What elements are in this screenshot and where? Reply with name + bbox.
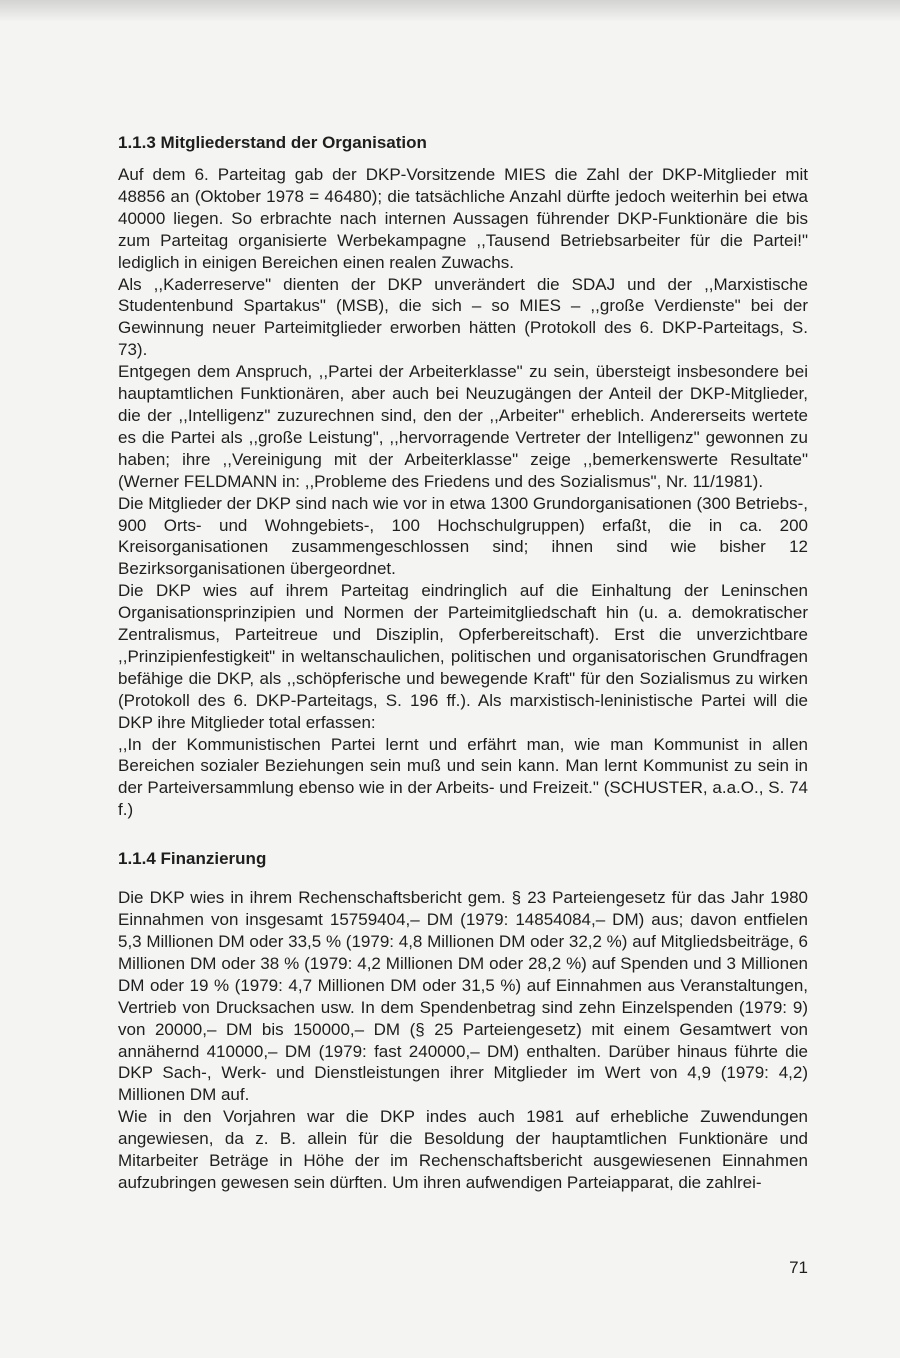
paragraph: Entgegen dem Anspruch, ,,Partei der Arbeiterklasse" zu sein, übersteigt insbesondere bei hauptamtlichen Funktionären, aber auch bei Neuzugängen der Anteil der DKP-Mitglieder, die der ,,Intelligenz" zuzurechnen sind, den der ,,Arbeiter" erheblich. Andererseits wertete es die Partei als ,,große Leistung", ,,hervorragende Vertreter der Intelligenz" gewonnen zu haben; ihre ,,Vereinigung mit der Arbeiterklasse" zeige ,,bemerkenswerte Resultate" (Werner FELDMANN in: ,,Probleme des Friedens und des Sozialismus", Nr. 11/1981). (118, 362, 808, 491)
page-number: 71 (789, 1258, 808, 1277)
section-heading (118, 132, 808, 154)
paragraph: Die DKP wies auf ihrem Parteitag eindringlich auf die Einhaltung der Leninschen Organisationsprinzipien und Normen der Parteimitgliedschaft hin (u. a. demokratischer Zentralismus, Parteitreue und Disziplin, Opferbereitschaft). Erst die unverzichtbare ,,Prinzipienfestigkeit" in weltanschaulichen, politischen und organisatorischen Grundfragen befähige die DKP, als ,,schöpferische und bewegende Kraft" für den Sozialismus zu wirken (Protokoll des 6. DKP-Parteitags, S. 196 ff.). Als marxistisch-leninistische Partei will die DKP ihre Mitglieder total erfassen: (118, 581, 808, 732)
paragraph: Als ,,Kaderreserve" dienten der DKP unverändert die SDAJ und der ,,Marxistische Studentenbund Spartakus" (MSB), die sich – so MIES – ,,große Verdienste" bei der Gewinnung neuer Parteimitglieder erworben hätten (Protokoll des 6. DKP-Parteitags, S. 73). (118, 274, 808, 360)
paragraph: Wie in den Vorjahren war die DKP indes auch 1981 auf erhebliche Zuwendungen angewiesen, da z. B. allein für die Besoldung der hauptamtlichen Funktionäre und Mitarbeiter Beträge in Höhe der im Rechenschaftsbericht ausgewiesenen Einnahmen aufzubringen gewesen sein dürften. Um ihren aufwendigen Parteiapparat, die zahlrei- (118, 1107, 808, 1192)
section-heading (118, 848, 808, 870)
quote-paragraph: ,,In der Kommunistischen Partei lernt und erfährt man, wie man Kommunist in allen Bereichen sozialer Beziehungen sein muß und sein kann. Man lernt Kommunist zu sein in der Parteiversammlung ebenso wie in der Arbeits- und Freizeit." (SCHUSTER, a.a.O., S. 74 f.) (118, 734, 808, 820)
section-title: Mitgliederstand der Organisation (160, 133, 427, 152)
paragraph: Die DKP wies in ihrem Rechenschaftsbericht gem. § 23 Parteiengesetz für das Jahr 1980 Einnahmen von insgesamt 15759404,– DM (1979: 14854084,– DM) aus; davon entfielen 5,3 Millionen DM oder 33,5 % (1979: 4,8 Millionen DM oder 32,2 %) auf Mitgliedsbeiträge, 6 Millionen DM oder 38 % (1979: 4,2 Millionen DM oder 28,2 %) auf Spenden und 3 Millionen DM oder 19 % (1979: 4,7 Millionen DM oder 31,5 %) auf Einnahmen aus Veranstaltungen, Vertrieb von Drucksachen usw. In dem Spendenbetrag sind zehn Einzelspenden (1979: 9) von 20000,– DM bis 150000,– DM (§ 25 Parteiengesetz) mit einem Gesamtwert von annähernd 410000,– DM (1979: fast 240000,– DM) enthalten. Darüber hinaus führte die DKP Sach-, Werk- und Dienstleistungen ihrer Mitglieder im Wert von 4,9 (1979: 4,2) Millionen DM auf. (118, 888, 808, 1105)
section-title: Finanzierung (160, 849, 267, 869)
paragraph: Die Mitglieder der DKP sind nach wie vor in etwa 1300 Grundorganisationen (300 Betriebs-, 900 Orts- und Wohngebiets-, 100 Hochschulgruppen) erfaßt, die in ca. 200 Kreisorganisationen zusammengeschlossen sind; ihnen sind wie bisher 12 Bezirksorganisationen übergeordnet. (118, 493, 808, 579)
section-number: 1.1.4 (118, 849, 156, 869)
section-number: 1.1.3 (118, 133, 156, 152)
scan-shadow (0, 0, 900, 22)
paragraph: Auf dem 6. Parteitag gab der DKP-Vorsitzende MIES die Zahl der DKP-Mitglieder mit 48856 an (Oktober 1978 = 46480); die tatsächliche Anzahl dürfte jedoch weiterhin bei etwa 40000 liegen. So erbrachte nach internen Aussagen führender DKP-Funktionäre die bis zum Parteitag organisierte Werbekampagne ,,Tausend Betriebsarbeiter für die Partei!" lediglich in einigen Bereichen einen realen Zuwachs. (118, 165, 808, 272)
document-page (118, 132, 808, 1194)
